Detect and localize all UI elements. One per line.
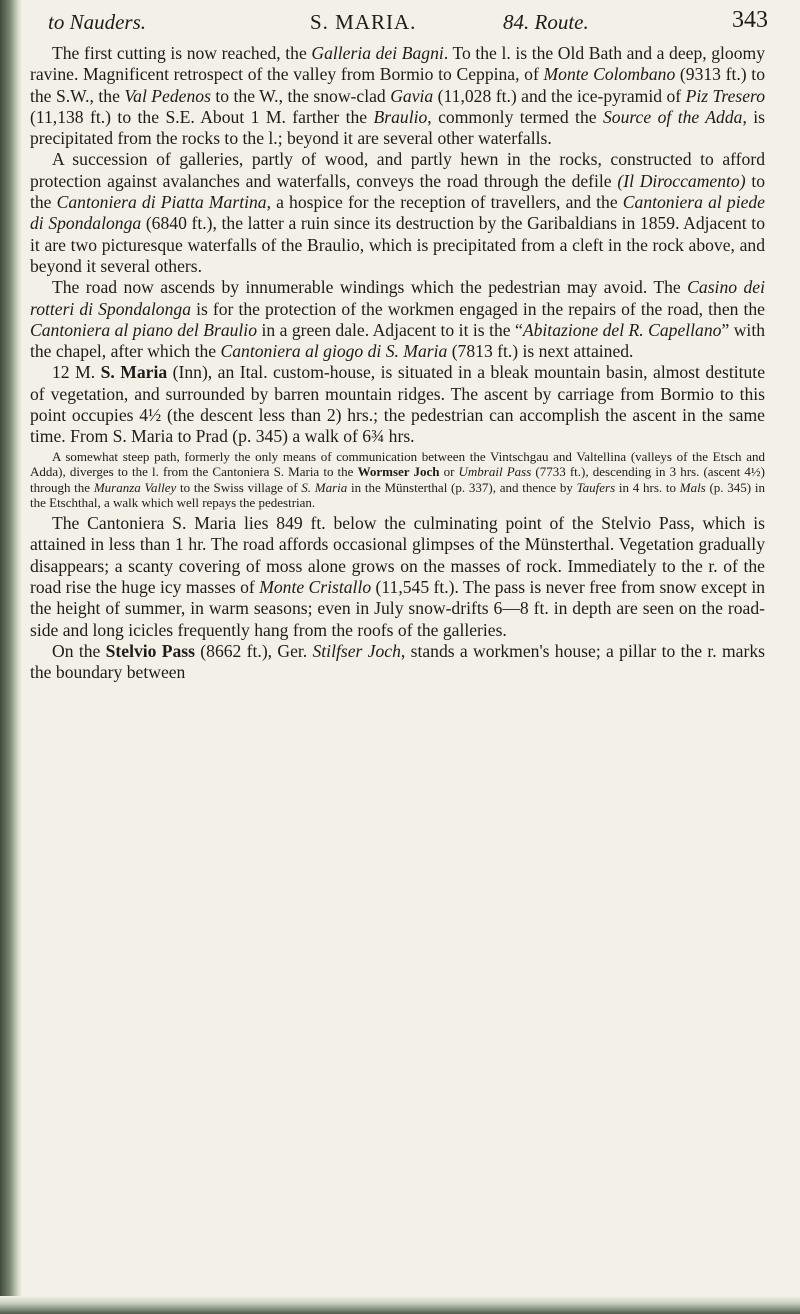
paragraph-stelvio-pass: On the Stelvio Pass (8662 ft.), Ger. Stilfser Joch, stands a workmen's house; a pillar to the r. marks the boundary between bbox=[30, 640, 765, 683]
paragraph-cantoniera: The Cantoniera S. Maria lies 849 ft. below the culminating point of the Stelvio Pass, which is attained in less than 1 hr. The road affords occasional glimpses of the Münsterthal. Vegetation gradually disappears; a scanty covering of moss alone grows on the masses of rock. Immediately to the r. of the road rise the huge icy masses of Monte Cristallo (11,545 ft.). The pass is never free from snow except in the height of summer, in warm seasons; even in July snow-drifts 6—8 ft. in depth are seen on the road-side and long icicles frequently hang from the roofs of the galleries. bbox=[30, 513, 766, 640]
running-head-left: to Nauders. bbox=[48, 10, 147, 34]
page-body bbox=[30, 43, 765, 683]
page-bottom-edge bbox=[0, 1296, 800, 1314]
paragraph-galleria: The first cutting is now reached, the Galleria dei Bagni. To the l. is the Old Bath and a deep, gloomy ravine. Magnificent retrospect of the valley from Bormio to Ceppina, of Monte Colombano (9313 ft.) to the S.W., the Val Pedenos to the W., the snow-clad Gavia (11,028 ft.) and the ice-pyramid of Piz Tresero (11,138 ft.) to the S.E. About 1 M. farther the Braulio, commonly termed the Source of the Adda, is precipitated from the rocks to the l.; beyond it are several other waterfalls. bbox=[30, 43, 766, 149]
paragraph-windings: The road now ascends by innumerable windings which the pedestrian may avoid. The Casino dei rotteri di Spondalonga is for the protection of the workmen engaged in the repairs of the road, then the Cantoniera al piano del Braulio in a green dale. Adjacent to it is the “Abitazione del R. Capellano” with the chapel, after which the Cantoniera al giogo di S. Maria (7813 ft.) is next attained. bbox=[30, 277, 765, 362]
page-number: 343 bbox=[732, 7, 768, 33]
running-head bbox=[48, 4, 768, 40]
running-head-title: S. MARIA. bbox=[310, 10, 417, 34]
note-wormser-joch: A somewhat steep path, formerly the only means of communication between the Vintschgau and Valtellina (valleys of the Etsch and Adda), diverges to the l. from the Cantoniera S. Maria to the Wormser Joch or Umbrail Pass (7733 ft.), descending in 3 hrs. (ascent 4½) through the Muranza Valley to the Swiss village of S. Maria in the Münsterthal (p. 337), and thence by Taufers in 4 hrs. to Mals (p. 345) in the Etschthal, a walk which well repays the pedestrian. bbox=[30, 448, 765, 511]
running-head-route: 84. Route. bbox=[503, 10, 589, 34]
paragraph-galleries: A succession of galleries, partly of wood, and partly hewn in the rocks, constructed to afford protection against avalanches and waterfalls, conveys the road through the defile (Il Diroccamento) to the Cantoniera di Piatta Martina, a hospice for the reception of travellers, and the Cantoniera al piede di Spondalonga (6840 ft.), the latter a ruin since its destruction by the Garibaldians in 1859. Adjacent to it are two picturesque waterfalls of the Braulio, which is precipitated from a cleft in the rock above, and beyond it several others. bbox=[30, 149, 766, 276]
paragraph-s-maria: 12 M. S. Maria (Inn), an Ital. custom-house, is situated in a bleak mountain basin, almost destitute of vegetation, and surrounded by barren mountain ridges. The ascent by carriage from Bormio to this point occupies 4½ (the descent less than 2) hrs.; the pedestrian can accomplish the ascent in the same time. From S. Maria to Prad (p. 345) a walk of 6¾ hrs. bbox=[30, 362, 766, 447]
book-binding-edge bbox=[0, 0, 22, 1314]
